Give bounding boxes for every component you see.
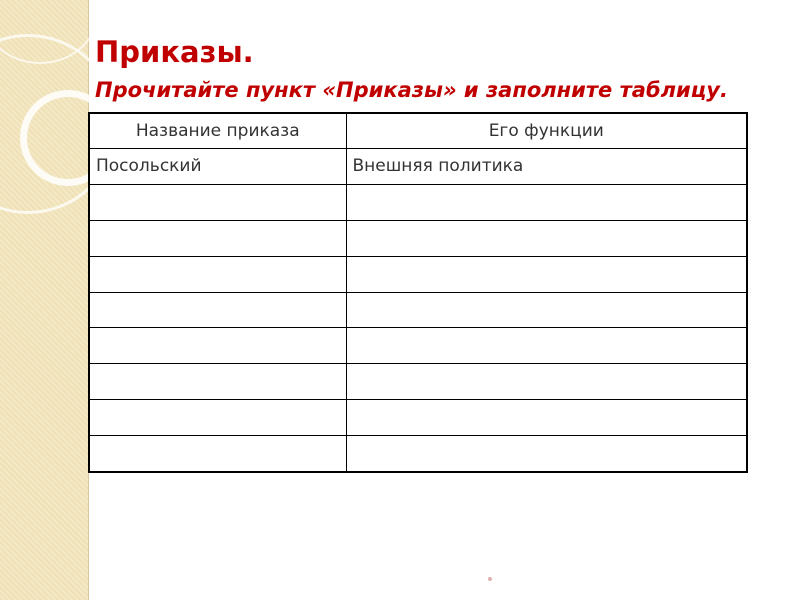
order-functions-cell[interactable]	[346, 400, 747, 436]
order-name-cell[interactable]	[89, 400, 346, 436]
order-functions-cell[interactable]: Внешняя политика	[346, 149, 747, 185]
table-row	[89, 256, 747, 292]
decorative-ring-top	[0, 0, 100, 64]
order-functions-cell[interactable]	[346, 220, 747, 256]
order-functions-cell[interactable]	[346, 292, 747, 328]
order-functions-cell[interactable]	[346, 256, 747, 292]
header-functions: Его функции	[346, 113, 747, 149]
decorative-dot	[488, 577, 492, 581]
table-row	[89, 364, 747, 400]
order-functions-cell[interactable]	[346, 364, 747, 400]
slide-title: Приказы.	[95, 35, 254, 69]
table-header-row	[89, 113, 747, 149]
table-row	[89, 400, 747, 436]
slide-subtitle: Прочитайте пункт «Приказы» и заполните таблицу.	[95, 78, 728, 102]
decorative-side-band	[0, 0, 89, 600]
order-name-cell[interactable]	[89, 292, 346, 328]
order-functions-cell[interactable]	[346, 328, 747, 364]
order-name-cell[interactable]	[89, 256, 346, 292]
order-name-cell[interactable]: Посольский	[89, 149, 346, 185]
table-row	[89, 292, 747, 328]
order-name-cell[interactable]	[89, 184, 346, 220]
table-row	[89, 184, 747, 220]
order-name-cell[interactable]	[89, 364, 346, 400]
order-name-cell[interactable]	[89, 328, 346, 364]
table-row	[89, 149, 747, 185]
order-functions-cell[interactable]	[346, 184, 747, 220]
table-row	[89, 328, 747, 364]
fill-in-table	[88, 112, 748, 473]
header-order-name: Название приказа	[89, 113, 346, 149]
table-row	[89, 436, 747, 473]
order-name-cell[interactable]	[89, 436, 346, 473]
order-functions-cell[interactable]	[346, 436, 747, 473]
table-row	[89, 220, 747, 256]
order-name-cell[interactable]	[89, 220, 346, 256]
